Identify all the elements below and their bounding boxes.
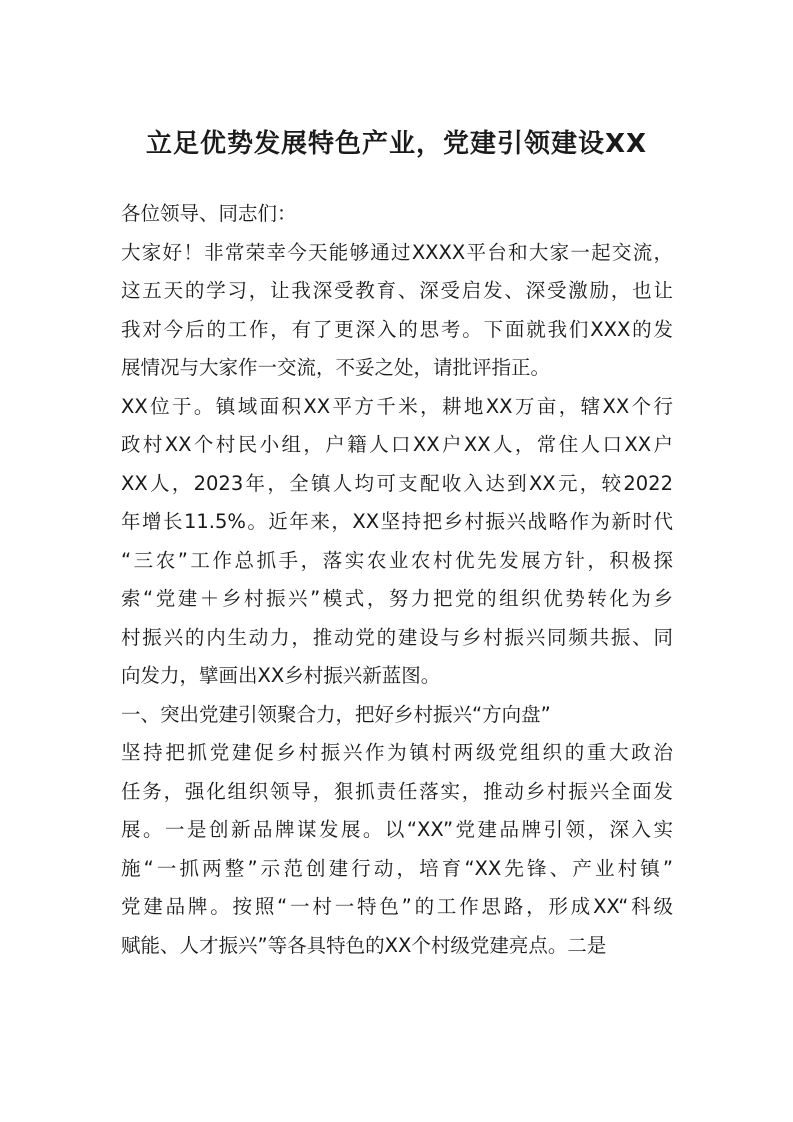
text-line: 这五天的学习，让我深受教育、深受启发、深受激励，也让	[121, 279, 673, 302]
text-line: 坚持把抓党建促乡村振兴作为镇村两级党组织的重大政治	[121, 741, 673, 764]
text-line: 一、突出党建引领聚合力，把好乡村振兴“方向盘”	[121, 702, 551, 726]
text-line: 展。一是创新品牌谋发展。以“XX”党建品牌引领，深入实	[121, 818, 673, 841]
text-line: 各位领导、同志们：	[121, 202, 297, 225]
text-line: “三农”工作总抓手，落实农业农村优先发展方针，积极探	[121, 548, 673, 572]
text-line: 任务，强化组织领导，狠抓责任落实，推动乡村振兴全面发	[121, 779, 673, 803]
text-line: XX位于。镇域面积XX平方千米，耕地XX万亩，辖XX个行	[121, 394, 673, 418]
text-line: 向发力，擘画出XX乡村振兴新蓝图。	[121, 664, 441, 687]
text-line: 赋能、人才振兴”等各具特色的XX个村级党建亮点。二是	[121, 933, 607, 957]
paragraph-section-1	[121, 734, 673, 965]
text-line: 我对今后的工作，有了更深入的思考。下面就我们XXX的发	[121, 317, 673, 341]
text-line: 党建品牌。按照“一村一特色”的工作思路，形成XX“科级	[121, 895, 673, 918]
text-line: 政村XX个村民小组，户籍人口XX户XX人，常住人口XX户	[121, 433, 673, 456]
paragraph-salutation	[121, 195, 673, 234]
paragraph-overview	[121, 388, 673, 696]
text-line: 村振兴的内生动力，推动党的建设与乡村振兴同频共振、同	[121, 625, 673, 649]
document-body	[121, 195, 673, 965]
text-line: 施“一抓两整”示范创建行动，培育“XX先锋、产业村镇”	[121, 856, 673, 880]
text-line: XX人，2023年，全镇人均可支配收入达到XX元，较2022	[121, 471, 673, 495]
paragraph-heading-1	[121, 696, 673, 735]
document-title: 立足优势发展特色产业，党建引领建设XX	[145, 129, 648, 159]
paragraph-opening	[121, 234, 673, 388]
text-line: 展情况与大家作一交流，不妥之处，请批评指正。	[121, 356, 551, 379]
text-line: 索“党建＋乡村振兴”模式，努力把党的组织优势转化为乡	[121, 587, 673, 610]
text-line: 大家好！非常荣幸今天能够通过XXXX平台和大家一起交流，	[121, 240, 673, 264]
text-line: 年增长11.5%。近年来，XX坚持把乡村振兴战略作为新时代	[121, 510, 673, 533]
